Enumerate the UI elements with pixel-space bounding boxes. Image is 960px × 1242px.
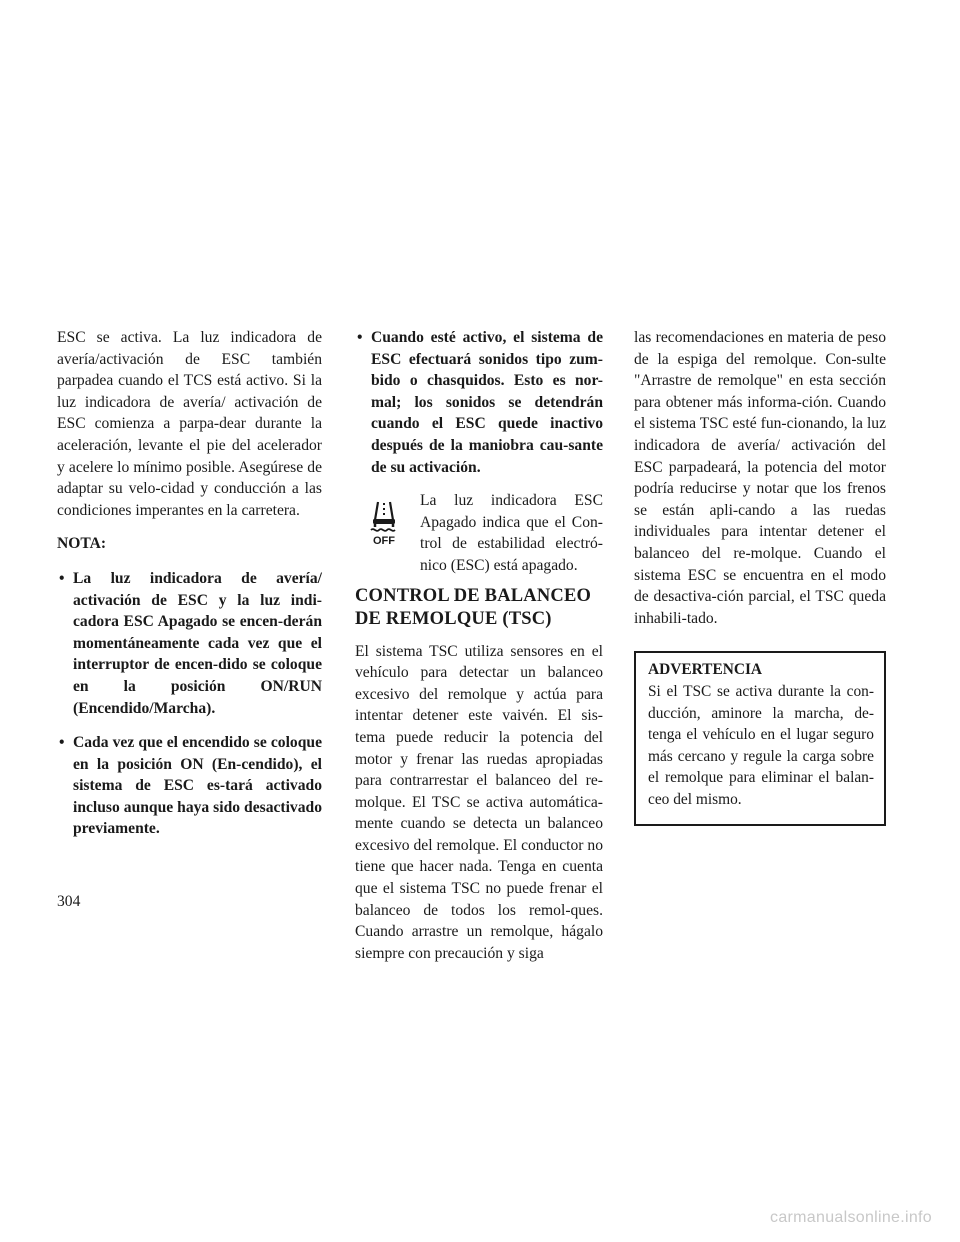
note-bullet-item: • La luz indicadora de avería/ activación de ESC y la luz indi-cadora ESC Apagado se encen-derán momentáneamente cada vez que el interruptor de encen-dido se coloque en la posición ON/RUN (Encendido/Marcha). <box>57 568 322 719</box>
column-middle <box>355 327 603 964</box>
watermark: carmanualsonline.info <box>770 1209 932 1226</box>
intro-paragraph: ESC se activa. La luz indicadora de avería/activación de ESC también parpadea cuando el TCS está activo. Si la luz indicadora de avería/ activación de ESC comienza a parpa-dear durante la aceleración, levante el pie del acelerador y acelere lo mínimo posible. Asegúrese de adaptar su velo-cidad y conducción a las condiciones imperantes en la carretera. <box>57 329 322 519</box>
section-heading <box>355 585 603 631</box>
esc-off-description: La luz indicadora ESC Apagado indica que el Con-trol de estabilidad electró-nico (ESC) está apagado. <box>420 492 603 574</box>
note-label: NOTA: <box>57 535 107 553</box>
esc-off-indicator-block <box>355 490 603 576</box>
warning-title: ADVERTENCIA <box>648 661 763 679</box>
section-heading-line1: CONTROL DE BALANCEO <box>355 585 592 606</box>
column-right <box>634 327 886 826</box>
esc-off-icon <box>367 500 401 546</box>
warning-box <box>634 651 886 826</box>
sound-bullet-item: • Cuando esté activo, el sistema de ESC efectuará sonidos tipo zum-bido o chasquidos. Esto es nor-mal; los sonidos se detendrán cuando el ESC quede inactivo después de la maniobra cau-sante de su activación. <box>355 327 603 478</box>
page-number: 304 <box>57 893 81 910</box>
note-bullet-list <box>57 568 322 840</box>
esc-off-icon-label: OFF <box>373 535 395 547</box>
tsc-paragraph-continued: las recomendaciones en materia de peso de la espiga del remolque. Con-sulte "Arrastre de remolque" en esta sección para obtener más informa-ción. Cuando el sistema TSC esté fun-cionando, la luz indicadora de avería/ activación del ESC parpadeará, la potencia del motor podría reducirse y notar que los frenos se están apli-cando a las ruedas individuales para intentar detener el balanceo del re-molque. Cuando el sistema ESC se encuentra en el modo de desactiva-ción parcial, el TSC queda inhabili-tado. <box>634 329 886 627</box>
note-bullet-item: • Cada vez que el encendido se coloque en la posición ON (En-cendido), el sistema de ESC es-tará activado incluso aunque haya sido desactivado previamente. <box>57 732 322 840</box>
tsc-paragraph: El sistema TSC utiliza sensores en el vehículo para detectar un balanceo excesivo del remolque y actúa para intentar detener este vaivén. El sis-tema puede reducir la potencia del motor y frenar las ruedas apropiadas para contrarrestar el balanceo del re-molque. El TSC se activa automática-mente cuando se detecta un balanceo excesivo del remolque. El conductor no tiene que hacer nada. Tenga en cuenta que el sistema TSC no puede frenar el balanceo de todos los remol-ques. Cuando arrastre un remolque, hágalo siempre con precaución y siga <box>355 642 603 962</box>
section-heading-line2: DE REMOLQUE (TSC) <box>355 608 552 629</box>
warning-text: Si el TSC se activa durante la con-ducción, aminore la marcha, de-tenga el vehículo en el lugar seguro más cercano y regule la carga sobre el remolque para eliminar el balan-ceo del mismo. <box>648 682 874 808</box>
column-left <box>57 327 322 840</box>
sound-bullet-list <box>355 327 603 478</box>
